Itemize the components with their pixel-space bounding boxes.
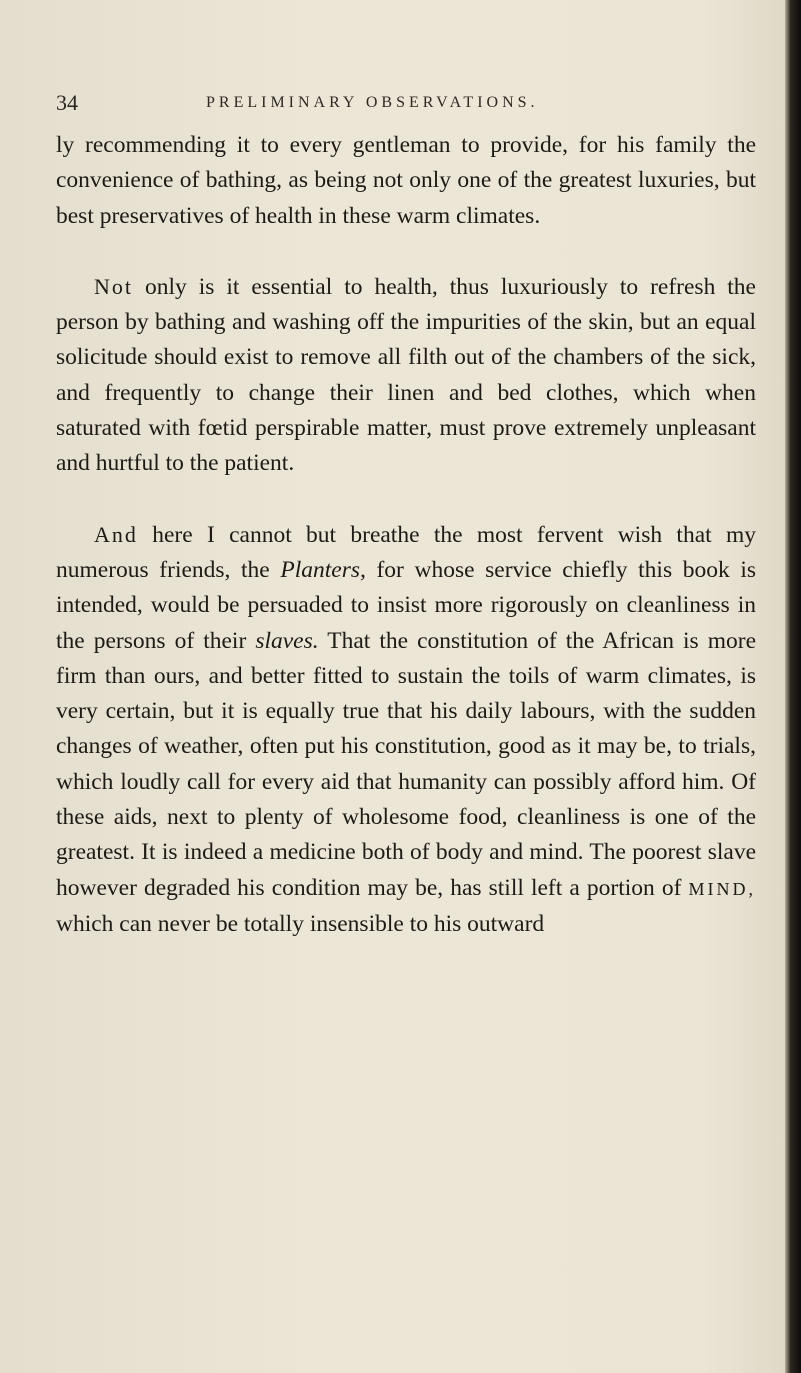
page-edge-shadow [785,0,801,1373]
page-header [56,86,676,126]
paragraph-2 [56,269,756,482]
planters-emphasis: Planters, [280,556,366,583]
paragraph-1-text: ly recommending it to every gentleman to provide, for his family the convenience of bathing, as being not only one of the greatest luxuries, but best preservatives of health in these warm climates. [56,132,756,229]
page-number: 34 [56,90,78,115]
running-head: PRELIMINARY OBSERVATIONS. [206,94,539,111]
paragraph-1 [56,128,756,234]
paragraph-2-lead: Not [94,273,133,299]
paragraph-3 [56,517,756,943]
mind-small-caps: MIND, [688,878,756,899]
paragraph-3-lead: And [94,521,138,547]
paragraph-3-text-b: for whose service chiefly this book is intended, would be persuaded to insist more rigorously on cleanliness in the persons of their [56,556,756,654]
paragraph-3-text-d: which can never be totally insensible to his outward [56,910,545,937]
body-text [56,128,756,942]
paragraph-2-text: only is it essential to health, thus luxuriously to refresh the person by bathing and washing off the impurities of the skin, but an equal solicitude should exist to remove all filth out of the chambers of the sick, and frequently to change their linen and bed clothes, which when saturated with fœtid perspirable matter, must prove extremely unpleasant and hurtful to the patient. [56,273,756,477]
slaves-emphasis: slaves. [255,627,319,654]
paragraph-3-text-c: That the constitution of the African is more firm than ours, and better fitted to sustain the toils of warm climates, is very certain, but it is equally true that his daily labours, with the sudden changes of weather, often put his constitution, good as it may be, to trials, which loudly call for every aid that humanity can possibly afford him. Of these aids, next to plenty of wholesome food, cleanliness is one of the greatest. It is indeed a medicine both of body and mind. The poorest slave however degraded his condition may be, has still left a portion of [56,627,757,901]
paragraph-3-text-a: here I cannot but breathe the most fervent wish that my numerous friends, the [56,521,756,583]
